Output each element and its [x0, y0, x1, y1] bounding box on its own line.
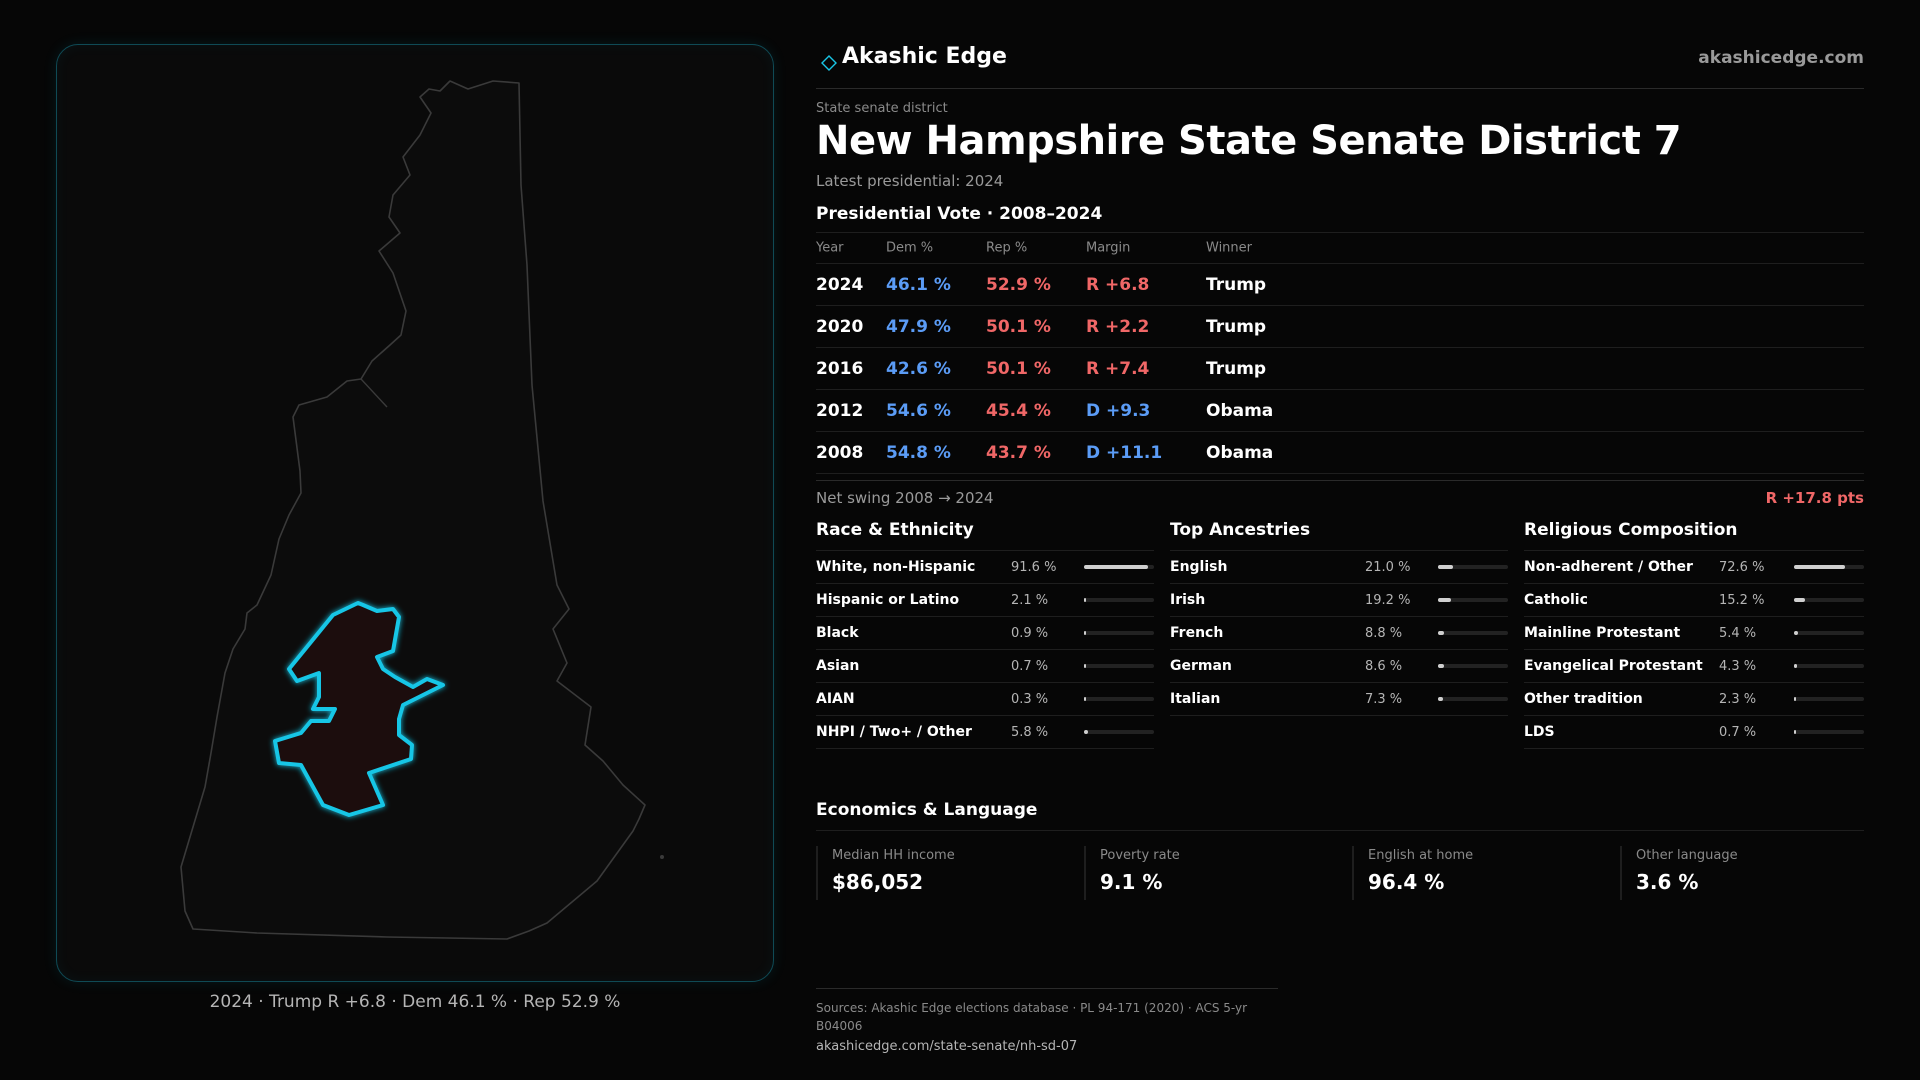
item-value: 4.3 % [1719, 659, 1757, 674]
share-bar-fill [1794, 631, 1798, 635]
net-swing-row [816, 480, 1864, 511]
map-caption: 2024 · Trump R +6.8 · Dem 46.1 % · Rep 52.9 % [209, 992, 621, 1012]
sources-text: Sources: Akashic Edge elections database · PL 94-171 (2020) · ACS 5-yr B04006 [816, 1001, 1248, 1033]
stat-card-poverty-rate [1084, 846, 1340, 900]
item-label: German [1170, 658, 1232, 674]
item-label: Hispanic or Latino [816, 592, 960, 608]
item-label: Asian [816, 658, 860, 674]
list-item [816, 716, 1154, 749]
island-dot [660, 855, 664, 859]
economics-cards [816, 846, 1864, 900]
list-item [1170, 584, 1508, 617]
share-bar-fill [1794, 730, 1796, 734]
item-value: 0.9 % [1011, 626, 1049, 641]
share-bar [1084, 664, 1154, 668]
sources-footer [816, 988, 1278, 1057]
row-margin: R +2.2 [1086, 316, 1150, 337]
item-value: 2.3 % [1719, 692, 1757, 707]
ancestry-title: Top Ancestries [1170, 520, 1311, 540]
item-value: 7.3 % [1365, 692, 1403, 707]
item-label: Other tradition [1524, 691, 1643, 707]
stat-value: 3.6 % [1636, 870, 1699, 894]
state-outline [181, 81, 645, 939]
list-item [816, 617, 1154, 650]
item-label: Italian [1170, 691, 1221, 707]
item-value: 15.2 % [1719, 593, 1765, 608]
row-rep-pct: 45.4 % [986, 400, 1051, 421]
net-swing-label: Net swing 2008 → 2024 [816, 489, 994, 507]
list-item [1170, 683, 1508, 716]
row-winner: Trump [1206, 358, 1267, 379]
share-bar-fill [1794, 664, 1797, 668]
item-label: AIAN [816, 691, 855, 707]
share-bar [1438, 598, 1508, 602]
page-title: New Hampshire State Senate District 7 [816, 118, 1682, 164]
item-label: Non-adherent / Other [1524, 559, 1693, 575]
race-title: Race & Ethnicity [816, 520, 974, 540]
column-header-dem: Dem % [886, 240, 934, 256]
row-winner: Obama [1206, 442, 1274, 463]
share-bar-fill [1438, 598, 1451, 602]
share-bar [1794, 565, 1864, 569]
item-label: Irish [1170, 592, 1206, 608]
item-value: 0.7 % [1719, 725, 1757, 740]
list-item [816, 650, 1154, 683]
list-item [1524, 650, 1864, 683]
column-header-margin: Margin [1086, 240, 1131, 256]
item-label: White, non-Hispanic [816, 559, 976, 575]
map-panel[interactable] [56, 44, 774, 982]
row-rep-pct: 50.1 % [986, 358, 1051, 379]
item-value: 8.8 % [1365, 626, 1403, 641]
row-dem-pct: 54.6 % [886, 400, 951, 421]
brand-url[interactable]: akashicedge.com [1698, 48, 1864, 68]
section-title [1170, 516, 1508, 551]
row-dem-pct: 47.9 % [886, 316, 951, 337]
item-value: 0.3 % [1011, 692, 1049, 707]
item-label: Catholic [1524, 592, 1588, 608]
share-bar [1084, 565, 1154, 569]
list-item [816, 551, 1154, 584]
item-label: French [1170, 625, 1224, 641]
item-label: English [1170, 559, 1228, 575]
stat-label: Other language [1636, 848, 1738, 863]
list-item [1524, 584, 1864, 617]
district-type-label: State senate district [816, 101, 948, 116]
state-map[interactable] [57, 45, 773, 981]
diamond-logo-icon [818, 52, 840, 74]
share-bar-fill [1794, 697, 1796, 701]
share-bar [1084, 631, 1154, 635]
item-value: 8.6 % [1365, 659, 1403, 674]
share-bar [1794, 697, 1864, 701]
share-bar [1084, 598, 1154, 602]
item-value: 72.6 % [1719, 560, 1765, 575]
column-header-rep: Rep % [986, 240, 1028, 256]
row-winner: Obama [1206, 400, 1274, 421]
row-winner: Trump [1206, 274, 1267, 295]
share-bar-fill [1438, 664, 1444, 668]
race-ethnicity-section [816, 516, 1154, 749]
table-row [816, 432, 1864, 474]
column-header-year: Year [816, 240, 844, 256]
net-swing-value: R +17.8 pts [1765, 489, 1864, 507]
row-margin: R +7.4 [1086, 358, 1150, 379]
row-year: 2016 [816, 358, 864, 379]
list-item [1524, 551, 1864, 584]
row-dem-pct: 54.8 % [886, 442, 951, 463]
stat-label: Median HH income [832, 848, 955, 863]
list-item [816, 584, 1154, 617]
economics-title: Economics & Language [816, 800, 1038, 820]
share-bar [1084, 730, 1154, 734]
top-ancestries-section [1170, 516, 1508, 716]
stat-value: 96.4 % [1368, 870, 1445, 894]
share-bar [1794, 631, 1864, 635]
stat-label: English at home [1368, 848, 1474, 863]
section-title [816, 516, 1154, 551]
section-title [1524, 516, 1864, 551]
share-bar [1084, 697, 1154, 701]
list-item [816, 683, 1154, 716]
economics-section-title [816, 796, 1864, 831]
detail-panel [816, 40, 1864, 894]
row-rep-pct: 50.1 % [986, 316, 1051, 337]
share-bar [1794, 730, 1864, 734]
religious-composition-section [1524, 516, 1864, 749]
table-row [816, 306, 1864, 348]
item-value: 21.0 % [1365, 560, 1411, 575]
row-year: 2020 [816, 316, 864, 337]
item-label: LDS [1524, 724, 1555, 740]
share-bar-fill [1084, 730, 1088, 734]
stat-label: Poverty rate [1100, 848, 1180, 863]
share-bar [1438, 697, 1508, 701]
list-item [1170, 551, 1508, 584]
stat-card-english-at-home [1352, 846, 1608, 900]
share-bar-fill [1438, 565, 1453, 569]
share-bar-fill [1794, 598, 1805, 602]
stat-card-other-language [1620, 846, 1876, 900]
latest-presidential: Latest presidential: 2024 [816, 172, 1004, 190]
list-item [1524, 683, 1864, 716]
share-bar-fill [1438, 631, 1444, 635]
share-bar [1438, 664, 1508, 668]
share-bar-fill [1084, 598, 1086, 602]
page-url[interactable]: akashicedge.com/state-senate/nh-sd-07 [816, 1039, 1078, 1054]
table-row [816, 390, 1864, 432]
item-label: Evangelical Protestant [1524, 658, 1703, 674]
row-year: 2024 [816, 274, 864, 295]
stat-value: 9.1 % [1100, 870, 1163, 894]
share-bar-fill [1084, 631, 1086, 635]
table-row [816, 264, 1864, 306]
item-value: 5.8 % [1011, 725, 1049, 740]
brand-header [816, 40, 1864, 89]
column-header-winner: Winner [1206, 240, 1253, 256]
table-row [816, 348, 1864, 390]
row-margin: D +9.3 [1086, 400, 1151, 421]
list-item [1170, 650, 1508, 683]
row-dem-pct: 46.1 % [886, 274, 951, 295]
row-year: 2012 [816, 400, 864, 421]
share-bar [1438, 565, 1508, 569]
share-bar-fill [1794, 565, 1845, 569]
row-winner: Trump [1206, 316, 1267, 337]
row-rep-pct: 43.7 % [986, 442, 1051, 463]
item-value: 5.4 % [1719, 626, 1757, 641]
list-item [1170, 617, 1508, 650]
religion-title: Religious Composition [1524, 520, 1738, 540]
share-bar [1438, 631, 1508, 635]
share-bar-fill [1438, 697, 1443, 701]
share-bar-fill [1084, 697, 1086, 701]
share-bar [1794, 664, 1864, 668]
item-label: Black [816, 625, 859, 641]
brand-name[interactable]: Akashic Edge [842, 44, 1007, 69]
share-bar-fill [1084, 664, 1086, 668]
list-item [1524, 716, 1864, 749]
row-rep-pct: 52.9 % [986, 274, 1051, 295]
item-label: NHPI / Two+ / Other [816, 724, 972, 740]
table-header-row [816, 233, 1864, 264]
row-margin: R +6.8 [1086, 274, 1150, 295]
row-dem-pct: 42.6 % [886, 358, 951, 379]
presidential-vote-heading: Presidential Vote · 2008–2024 [816, 204, 1103, 224]
list-item [1524, 617, 1864, 650]
share-bar-fill [1084, 565, 1148, 569]
stat-card-median-income [816, 846, 1072, 900]
presidential-vote-table [816, 232, 1864, 474]
item-value: 19.2 % [1365, 593, 1411, 608]
stat-value: $86,052 [832, 870, 924, 894]
item-value: 0.7 % [1011, 659, 1049, 674]
item-value: 91.6 % [1011, 560, 1057, 575]
row-year: 2008 [816, 442, 864, 463]
share-bar [1794, 598, 1864, 602]
item-value: 2.1 % [1011, 593, 1049, 608]
item-label: Mainline Protestant [1524, 625, 1681, 641]
row-margin: D +11.1 [1086, 442, 1163, 463]
